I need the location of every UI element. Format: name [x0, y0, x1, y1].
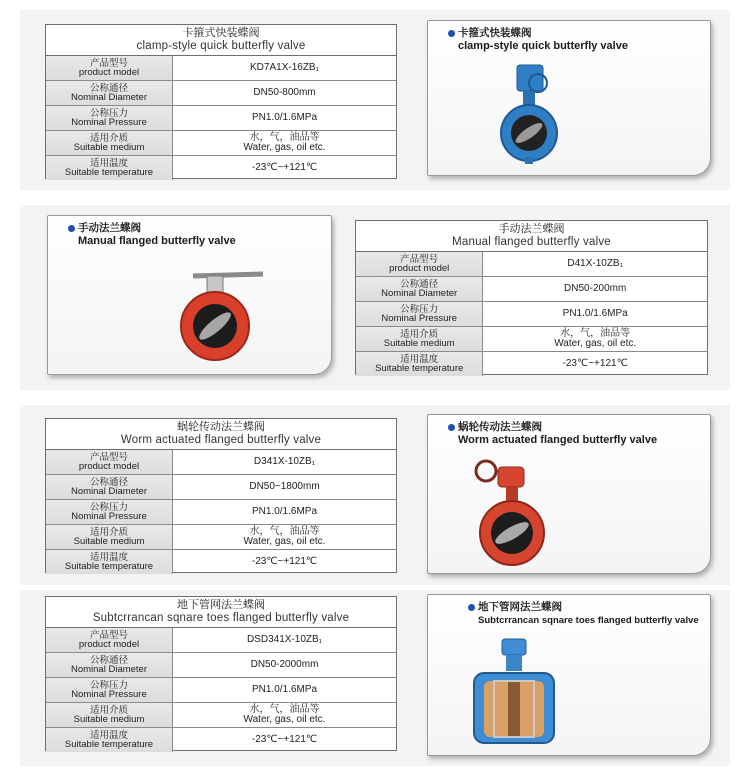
label-en: product model: [78, 639, 140, 650]
bullet-icon: [448, 424, 455, 431]
card-title-en: Subtcrrancan sqnare toes flanged butterfly valve: [478, 615, 699, 626]
spec-table: [45, 418, 397, 573]
medium-value-zh: 水，气，油品等: [249, 132, 320, 143]
label-en: Nominal Pressure: [381, 313, 457, 324]
product-title-zh: 地下管网法兰蝶阀: [177, 599, 265, 611]
label-en: product model: [78, 67, 140, 78]
medium-value-en: Water, gas, oil etc.: [554, 338, 637, 349]
label-zh: 适用温度: [400, 354, 439, 365]
label-zh: 产品型号: [89, 452, 128, 463]
spec-row-model: [46, 56, 396, 81]
spec-row-pressure: [46, 678, 396, 703]
label-en: Suitable medium: [73, 142, 145, 153]
spec-table-header: [356, 221, 707, 252]
bullet-icon: [68, 225, 75, 232]
temperature-value: -23℃~+121℃: [251, 162, 318, 173]
spec-row-diameter: [46, 653, 396, 678]
medium-value-en: Water, gas, oil etc.: [243, 536, 326, 547]
label-en: Nominal Diameter: [70, 92, 148, 103]
spec-row-temperature: [46, 728, 396, 752]
diameter-value: DN50-200mm: [564, 283, 627, 294]
card-title: [458, 27, 628, 53]
pressure-value: PN1.0/1.6MPa: [251, 112, 318, 123]
label-en: Suitable temperature: [64, 739, 154, 750]
card-title-zh: 地下管网法兰蝶阀: [478, 601, 562, 613]
medium-value-zh: 水，气，油品等: [560, 328, 631, 339]
label-en: product model: [78, 461, 140, 472]
spec-row-model: [46, 450, 396, 475]
product-title-en: Subtcrrancan sqnare toes flanged butterfly valve: [92, 612, 350, 624]
pressure-value: PN1.0/1.6MPa: [562, 308, 628, 319]
product-image-card: [427, 20, 711, 176]
label-zh: 公称通径: [89, 83, 128, 94]
label-zh: 公称压力: [400, 304, 439, 315]
spec-row-pressure: [356, 302, 707, 327]
spec-table: [45, 596, 397, 751]
worm-valve-image: [468, 457, 568, 567]
spec-row-medium: [46, 131, 396, 156]
product-title-zh: 手动法兰蝶阀: [498, 223, 565, 235]
card-title: [458, 421, 657, 447]
product-image-card: [47, 215, 332, 375]
card-title-en: Manual flanged butterfly valve: [78, 235, 236, 247]
spec-table-header: [46, 597, 396, 628]
medium-value-zh: 水，气，油品等: [249, 526, 320, 537]
spec-row-temperature: [356, 352, 707, 376]
spec-row-model: [46, 628, 396, 653]
label-zh: 公称压力: [89, 108, 128, 119]
spec-row-temperature: [46, 550, 396, 574]
clamp-valve-image: [483, 61, 573, 166]
diameter-value: DN50-2000mm: [250, 659, 319, 670]
product-image-card: [427, 414, 711, 574]
label-en: product model: [389, 263, 450, 274]
temperature-value: -23℃~+121℃: [562, 358, 628, 369]
bullet-icon: [468, 604, 475, 611]
spec-table-header: [46, 25, 396, 56]
diameter-value: DN50-800mm: [253, 87, 316, 98]
spec-row-medium: [46, 525, 396, 550]
spec-row-diameter: [356, 277, 707, 302]
spec-row-pressure: [46, 500, 396, 525]
medium-value-en: Water, gas, oil etc.: [243, 142, 326, 153]
label-zh: 适用介质: [89, 527, 128, 538]
spec-table-header: [46, 419, 396, 450]
spec-table: [355, 220, 708, 375]
label-zh: 公称通径: [89, 655, 128, 666]
model-value: KD7A1X-16ZB₁: [250, 62, 319, 73]
bullet-icon: [448, 30, 455, 37]
label-zh: 适用介质: [400, 329, 439, 340]
spec-row-medium: [46, 703, 396, 728]
model-value: D41X-10ZB₁: [567, 258, 623, 269]
label-en: Suitable temperature: [64, 561, 154, 572]
pressure-value: PN1.0/1.6MPa: [251, 684, 318, 695]
temperature-value: -23℃~+121℃: [251, 556, 318, 567]
label-zh: 公称通径: [400, 279, 439, 290]
spec-row-model: [356, 252, 707, 277]
label-zh: 公称通径: [89, 477, 128, 488]
label-zh: 产品型号: [89, 58, 128, 69]
label-en: Nominal Pressure: [71, 511, 147, 522]
product-title-zh: 蜗轮传动法兰蝶阀: [177, 421, 265, 433]
label-en: Nominal Diameter: [70, 486, 148, 497]
label-zh: 公称压力: [89, 502, 128, 513]
spec-row-diameter: [46, 81, 396, 106]
card-title-en: clamp-style quick butterfly valve: [458, 40, 628, 52]
card-title-zh: 蜗轮传动法兰蝶阀: [458, 421, 542, 433]
card-title: [78, 222, 236, 248]
card-title: [478, 601, 699, 627]
label-en: Suitable temperature: [64, 167, 154, 178]
card-title-zh: 卡箍式快装蝶阀: [458, 27, 532, 39]
label-en: Nominal Diameter: [70, 664, 148, 675]
card-title-zh: 手动法兰蝶阀: [78, 222, 141, 234]
manual-valve-image: [163, 266, 273, 366]
label-zh: 适用介质: [89, 133, 128, 144]
label-zh: 适用温度: [89, 730, 128, 741]
label-en: Nominal Diameter: [381, 288, 458, 299]
pressure-value: PN1.0/1.6MPa: [251, 506, 318, 517]
label-en: Nominal Pressure: [71, 689, 147, 700]
product-title-en: Manual flanged butterfly valve: [452, 236, 611, 248]
spec-row-pressure: [46, 106, 396, 131]
medium-value-en: Water, gas, oil etc.: [243, 714, 326, 725]
label-en: Suitable medium: [73, 536, 145, 547]
card-title-en: Worm actuated flanged butterfly valve: [458, 434, 658, 446]
label-zh: 适用温度: [89, 158, 128, 169]
spec-table: [45, 24, 397, 179]
diameter-value: DN50~1800mm: [249, 481, 320, 492]
product-title-en: Worm actuated flanged butterfly valve: [120, 434, 322, 446]
product-title-zh: 卡箍式快装蝶阀: [182, 27, 260, 39]
spec-row-temperature: [46, 156, 396, 180]
label-zh: 公称压力: [89, 680, 128, 691]
model-value: DSD341X-10ZB₁: [246, 634, 323, 645]
product-image-card: [427, 594, 711, 756]
medium-value-zh: 水，气，油品等: [249, 704, 320, 715]
spec-row-diameter: [46, 475, 396, 500]
label-zh: 产品型号: [400, 254, 439, 265]
label-en: Suitable medium: [73, 714, 145, 725]
label-zh: 适用介质: [89, 705, 128, 716]
label-en: Nominal Pressure: [71, 117, 147, 128]
product-title-en: clamp-style quick butterfly valve: [136, 40, 306, 52]
label-zh: 产品型号: [89, 630, 128, 641]
spec-row-medium: [356, 327, 707, 352]
label-en: Suitable temperature: [375, 363, 464, 374]
subterranean-valve-image: [464, 635, 564, 750]
label-en: Suitable medium: [383, 338, 455, 349]
temperature-value: -23℃~+121℃: [251, 734, 318, 745]
label-zh: 适用温度: [89, 552, 128, 563]
model-value: D341X-10ZB₁: [253, 456, 316, 467]
